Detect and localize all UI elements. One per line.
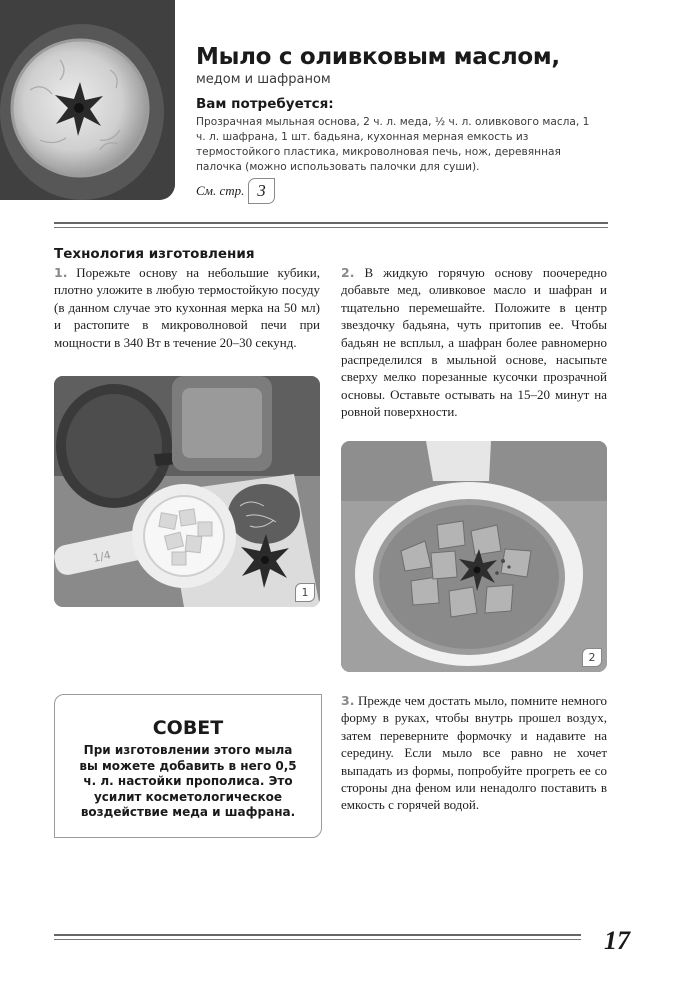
divider-bottom-thin	[54, 939, 581, 940]
step-1-number: 1.	[54, 265, 68, 280]
step-3-text: Прежде чем достать мыло, помните немного форму в руках, чтобы внутрь прошел воздух, затем переверните формочку и надавите на середину. Если мыло все равно не хочет выпадать из формы, попробуйте прогреть ее со стороны дна феном или ненадолго поставить в емкость с горячей водой.	[341, 693, 607, 813]
page-number: 17	[604, 926, 630, 955]
divider-top	[54, 222, 608, 224]
step-1-text: Порежьте основу на небольшие кубики, плотно уложите в любую термостойкую посуду (в данном случае это кухонная мерка на 50 мл) и растопите в микроволновой печи при мощности в 340 Вт в течение 20–30 секунд.	[54, 265, 321, 350]
step-2-number: 2.	[341, 265, 355, 280]
page-subtitle: медом и шафраном	[196, 72, 331, 87]
tip-text: При изготовлении этого мыла вы можете добавить в него 0,5 ч. л. настойки прополиса. Это усилит косметологическое воздействие меда и шафрана.	[79, 743, 297, 820]
see-page-label: См. стр.	[196, 183, 245, 198]
needs-heading: Вам потребуется:	[196, 96, 334, 112]
step-2	[341, 264, 607, 421]
step-2-photo	[341, 441, 607, 672]
tip-box	[54, 694, 322, 838]
soap-hero-photo	[0, 0, 175, 200]
divider-top-thin	[54, 227, 608, 228]
needs-list: Прозрачная мыльная основа, 2 ч. л. меда, ½ ч. л. оливкового масла, 1 ч. л. шафрана, 1 шт. бадьяна, кухонная мерная емкость из термостойкого пластика, микроволновая печь, нож, деревянная палочка (можно использовать палочки для суши).	[196, 116, 590, 173]
technology-heading: Технология изготовления	[54, 246, 255, 262]
photo-2-badge: 2	[582, 648, 602, 667]
step-3	[341, 692, 607, 814]
step-1	[54, 264, 320, 351]
see-page-number[interactable]: 3	[248, 178, 275, 204]
photo-1-badge: 1	[295, 583, 315, 602]
scoop-marking: 1/4	[91, 548, 112, 565]
step-3-number: 3.	[341, 693, 355, 708]
tip-heading: СОВЕТ	[152, 717, 224, 739]
divider-bottom	[54, 934, 581, 936]
step-1-photo	[54, 376, 320, 607]
step-2-text: В жидкую горячую основу поочередно добавьте мед, оливковое масло и шафран и тщательно перемешайте. Положите в центр звездочку бадьяна, чуть притопив ее. Чтобы бадьян не всплыл, а шафран более равномерно распределился в мыльной основе, насыпьте сверху мелко порезанные кусочки прозрачной основы. Оставьте остывать на 15–20 минут на ровной поверхности.	[341, 265, 607, 420]
page-title: Мыло с оливковым маслом,	[196, 44, 560, 70]
